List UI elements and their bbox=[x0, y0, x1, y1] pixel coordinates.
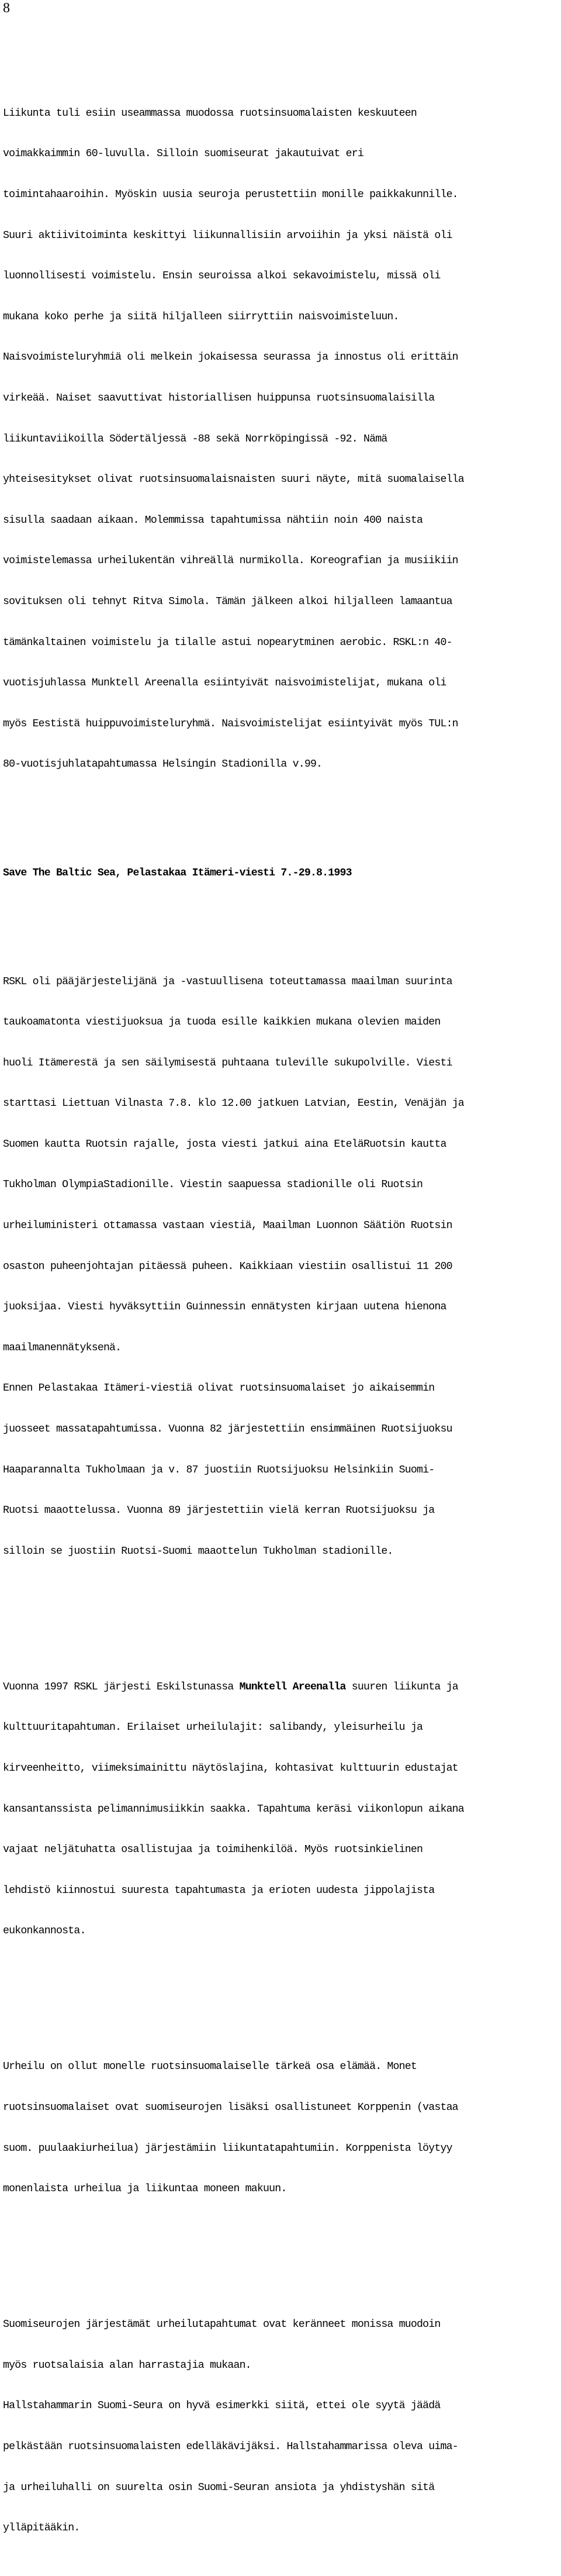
text-line: Naisvoimisteluryhmiä oli melkein jokaisessa seurassa ja innostus oli erittäin bbox=[3, 351, 458, 364]
text-line: Urheilu on ollut monelle ruotsinsuomalaiselle tärkeä osa elämää. Monet bbox=[3, 2061, 417, 2073]
text-line: monenlaista urheilua ja liikuntaa moneen makuun. bbox=[3, 2183, 287, 2195]
text-run: suuren liikunta ja bbox=[345, 1681, 458, 1693]
blank-line bbox=[3, 908, 561, 921]
text-line: toimintahaaroihin. Myöskin uusia seuroja perustettiin monille paikkakunnille. bbox=[3, 189, 458, 201]
text-line: lehdistö kiinnostui suuresta tapahtumasta ja erioten uudesta jippolajista bbox=[3, 1884, 435, 1896]
text-line: kulttuuritapahtuman. Erilaiset urheilulajit: salibandy, yleisurheilu ja bbox=[3, 1722, 423, 1734]
paragraph-urheilu bbox=[3, 2033, 561, 2223]
text-line: pelkästään ruotsinsuomalaisten edelläkävijäksi. Hallstahammarissa oleva uima- bbox=[3, 2440, 458, 2453]
text-line: Ennen Pelastakaa Itämeri-viestiä olivat ruotsinsuomalaiset jo aikaisemmin bbox=[3, 1382, 435, 1395]
text-line: tämänkaltainen voimistelu ja tilalle astui nopearytminen aerobic. RSKL:n 40- bbox=[3, 636, 452, 649]
text-line: Tukholman OlympiaStadionille. Viestin saapuessa stadionille oli Ruotsin bbox=[3, 1179, 423, 1191]
text-line: starttasi Liettuan Vilnasta 7.8. klo 12.00 jatkuen Latvian, Eestin, Venäjän ja bbox=[3, 1098, 464, 1110]
text-line: Suomen kautta Ruotsin rajalle, josta viesti jatkui aina EteläRuotsin kautta bbox=[3, 1138, 446, 1150]
text-line: ja urheiluhalli on suurelta osin Suomi-Seuran ansiota ja yhdistyshän sitä bbox=[3, 2481, 435, 2494]
text-line: kirveenheitto, viimeksimainittu näytöslajina, kohtasivat kulttuurin edustajat bbox=[3, 1763, 458, 1774]
text-line: myös Eestistä huippuvoimisteluryhmä. Naisvoimistelijat esiintyivät myös TUL:n bbox=[3, 718, 458, 730]
text-line: voimakkaimmin 60-luvulla. Silloin suomiseurat jakautuivat eri bbox=[3, 148, 363, 160]
text-line: taukoamatonta viestijuoksua ja tuoda esille kaikkien mukana olevien maiden bbox=[3, 1016, 441, 1029]
paragraph-liikunta bbox=[3, 80, 561, 799]
text-line: Ruotsi maaottelussa. Vuonna 89 järjestettiin vielä kerran Ruotsijuoksu ja bbox=[3, 1505, 435, 1517]
text-line: silloin se juostiin Ruotsi-Suomi maaottelun Tukholman stadionille. bbox=[3, 1545, 393, 1557]
text-line: urheiluministeri ottamassa vastaan viestiä, Maailman Luonnon Säätiön Ruotsin bbox=[3, 1220, 452, 1232]
text-line: kansantanssista pelimannimusiikkin saakka. Tapahtuma keräsi viikonlopun aikana bbox=[3, 1803, 464, 1815]
text-line: eukonkannosta. bbox=[3, 1925, 86, 1937]
text-line: mukana koko perhe ja siitä hiljalleen siirryttiin naisvoimisteluun. bbox=[3, 311, 399, 323]
blank-line bbox=[3, 1613, 561, 1626]
blank-line bbox=[3, 826, 561, 839]
text-line: sisulla saadaan aikaan. Molemmissa tapahtumissa nähtiin noin 400 naista bbox=[3, 514, 423, 526]
text-line: Liikunta tuli esiin useammassa muodossa ruotsinsuomalaisten keskuuteen bbox=[3, 107, 417, 119]
text-line: myös ruotsalaisia alan harrastajia mukaan. bbox=[3, 2359, 251, 2371]
text-line: juosseet massatapahtumissa. Vuonna 82 järjestettiin ensimmäinen Ruotsijuoksu bbox=[3, 1423, 452, 1436]
page-number: 8 bbox=[3, 1, 10, 16]
text-line: Suomiseurojen järjestämät urheilutapahtumat ovat keränneet monissa muodoin bbox=[3, 2319, 441, 2331]
text-line: huoli Itämerestä ja sen säilymisestä puhtaana tuleville sukupolville. Viesti bbox=[3, 1057, 452, 1069]
text-line: virkeää. Naiset saavuttivat historiallisen huippunsa ruotsinsuomalaisilla bbox=[3, 392, 435, 404]
text-line: juoksijaa. Viesti hyväksyttiin Guinnessin ennätysten kirjaan uutena hienona bbox=[3, 1301, 446, 1313]
text-line: suom. puulaakiurheilua) järjestämiin liikuntatapahtumiin. Korppenista löytyy bbox=[3, 2142, 452, 2154]
paragraph-munktell bbox=[3, 1653, 561, 1965]
bold-venue-name: Munktell Areenalla bbox=[239, 1681, 346, 1693]
text-line: maailmanennätyksenä. bbox=[3, 1342, 122, 1354]
text-line: ruotsinsuomalaiset ovat suomiseurojen lisäksi osallistuneet Korppenin (vastaa bbox=[3, 2101, 458, 2113]
paragraph-baltic-relay bbox=[3, 948, 561, 1585]
text-line: Haaparannalta Tukholmaan ja v. 87 juostiin Ruotsijuoksu Helsinkiin Suomi- bbox=[3, 1464, 435, 1476]
text-line: sovituksen oli tehnyt Ritva Simola. Tämän jälkeen alkoi hiljalleen lamaantua bbox=[3, 595, 452, 608]
text-line: liikuntaviikoilla Södertäljessä -88 sekä Norrköpingissä -92. Nämä bbox=[3, 433, 387, 445]
text-line: Hallstahammarin Suomi-Seura on hyvä esimerkki siitä, ettei ole syytä jäädä bbox=[3, 2400, 441, 2412]
text-run: Vuonna 1997 RSKL järjesti Eskilstunassa bbox=[3, 1681, 240, 1693]
paragraph-suomiseurat bbox=[3, 2291, 561, 2563]
text-line: 80-vuotisjuhlatapahtumassa Helsingin Stadionilla v.99. bbox=[3, 758, 323, 771]
text-line: voimistelemassa urheilukentän vihreällä nurmikolla. Koreografian ja musiikiin bbox=[3, 555, 458, 567]
blank-line bbox=[3, 1992, 561, 2006]
blank-line bbox=[3, 2250, 561, 2264]
section-heading: Save The Baltic Sea, Pelastakaa Itämeri-viesti 7.-29.8.1993 bbox=[3, 867, 352, 879]
text-line: luonnollisesti voimistelu. Ensin seuroissa alkoi sekavoimistelu, missä oli bbox=[3, 270, 441, 282]
document-body bbox=[3, 53, 561, 2576]
text-line: vuotisjuhlassa Munktell Areenalla esiintyivät naisvoimistelijat, mukana oli bbox=[3, 677, 446, 689]
text-line: yhteisesitykset olivat ruotsinsuomalaisnaisten suuri näyte, mitä suomalaisella bbox=[3, 474, 464, 486]
text-line bbox=[3, 1681, 561, 1694]
text-line: ylläpitääkin. bbox=[3, 2522, 80, 2534]
text-line: RSKL oli pääjärjestelijänä ja -vastuullisena toteuttamassa maailman suurinta bbox=[3, 975, 452, 988]
text-line: Suuri aktiivitoiminta keskittyi liikunnallisiin arvoiihin ja yksi näistä oli bbox=[3, 229, 452, 242]
text-line: osaston puheenjohtajan pitäessä puheen. Kaikkiaan viestiin osallistui 11 200 bbox=[3, 1260, 452, 1273]
text-line: vajaat neljätuhatta osallistujaa ja toimihenkilöä. Myös ruotsinkielinen bbox=[3, 1844, 423, 1856]
